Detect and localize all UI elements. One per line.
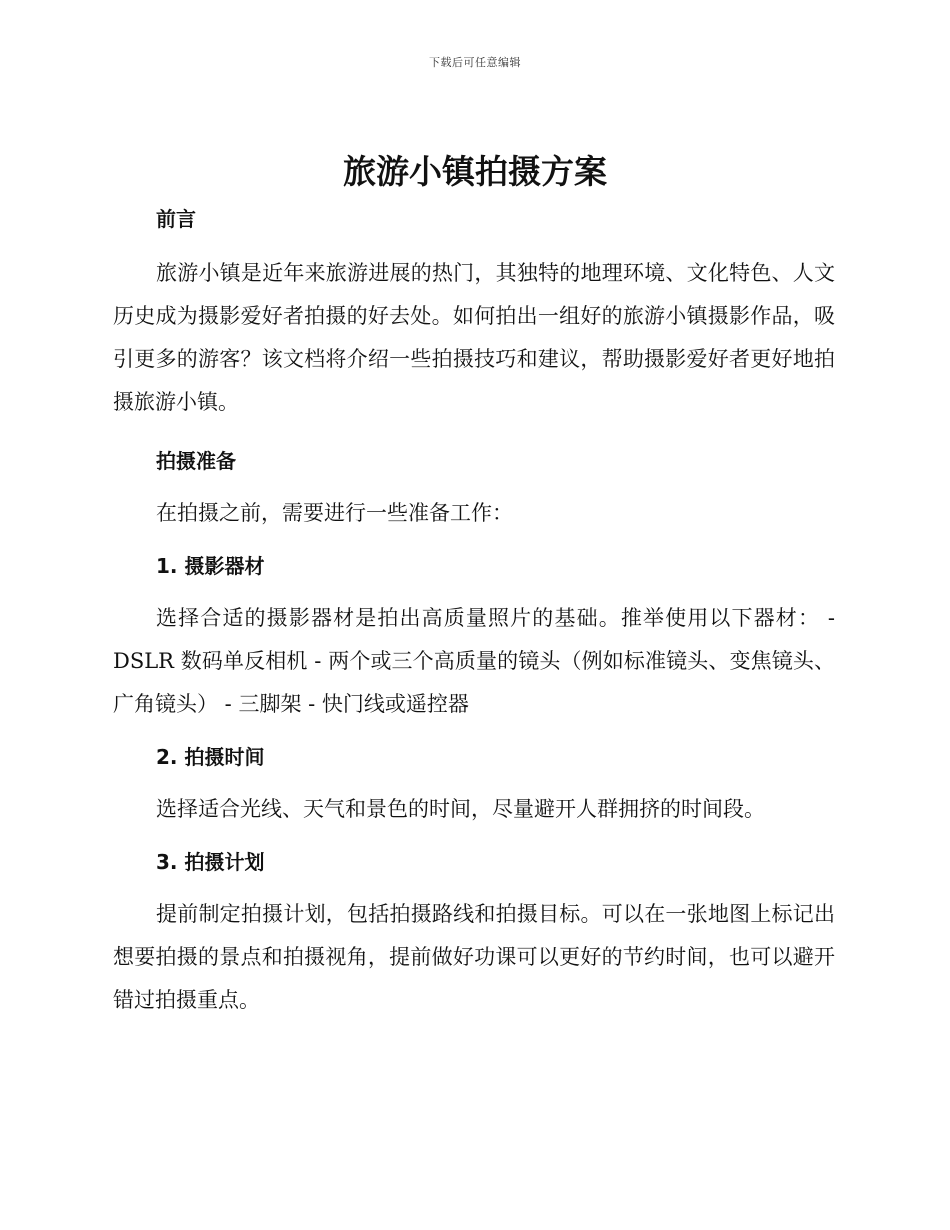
- paragraph-preface: 旅游小镇是近年来旅游进展的热门，其独特的地理环境、文化特色、人文历史成为摄影爱好者拍摄的好去处。如何拍出一组好的旅游小镇摄影作品，吸引更多的游客？该文档将介绍一些拍摄技巧和建议，帮助摄影爱好者更好地拍摄旅游小镇。: [113, 261, 835, 414]
- heading-equipment: 1. 摄影器材: [156, 554, 265, 578]
- paragraph-equipment: 选择合适的摄影器材是拍出高质量照片的基础。推举使用以下器材： - DSLR 数码单反相机 - 两个或三个高质量的镜头（例如标准镜头、变焦镜头、广角镜头） - 三脚架 - 快门线或遥控器: [113, 606, 835, 716]
- heading-shooting-time: 2. 拍摄时间: [156, 745, 265, 769]
- paragraph-preparation: 在拍摄之前，需要进行一些准备工作：: [156, 501, 513, 525]
- heading-preparation: 拍摄准备: [156, 449, 236, 473]
- paragraph-shooting-time: 选择适合光线、天气和景色的时间，尽量避开人群拥挤的时间段。: [156, 797, 765, 821]
- paragraph-shooting-plan: 提前制定拍摄计划，包括拍摄路线和拍摄目标。可以在一张地图上标记出想要拍摄的景点和拍摄视角，提前做好功课可以更好的节约时间，也可以避开错过拍摄重点。: [113, 902, 835, 1012]
- heading-preface: 前言: [156, 207, 196, 231]
- heading-shooting-plan: 3. 拍摄计划: [156, 850, 265, 874]
- page-header-note: 下载后可任意编辑: [429, 56, 521, 69]
- document-title: 旅游小镇拍摄方案: [343, 152, 607, 191]
- document-body: [113, 204, 835, 1022]
